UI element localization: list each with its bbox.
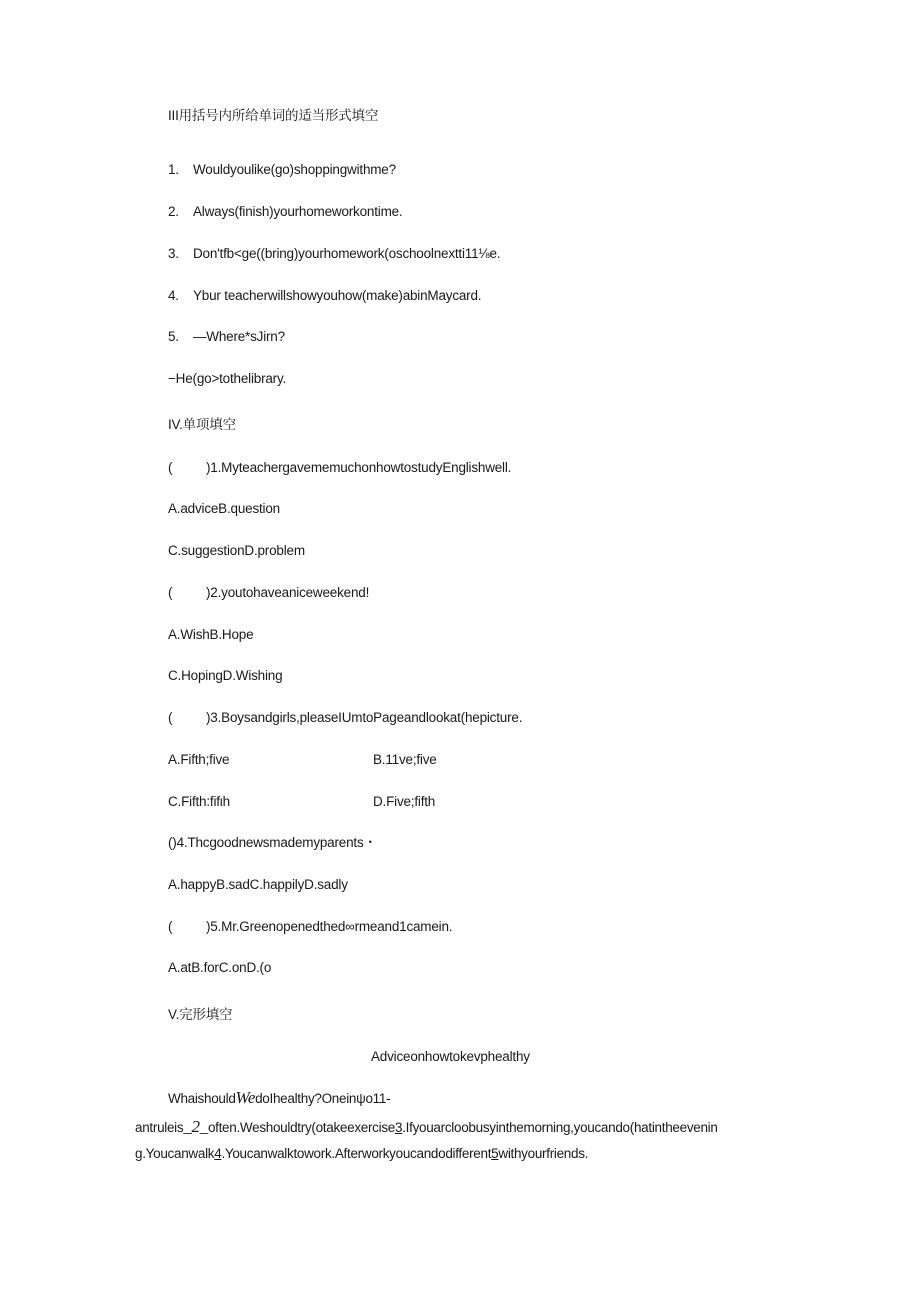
mc-options: A.adviceB.question (168, 501, 280, 516)
passage-title: Adviceonhowtokevphealthy (371, 1049, 530, 1064)
mc-options: A.happyB.sadC.happilyD.sadly (168, 877, 348, 892)
mc-option-d: D.Five;fifth (373, 794, 436, 809)
passage-line (168, 1089, 390, 1108)
question-number: 2. (168, 204, 179, 219)
mc-options: C.HopingD.Wishing (168, 668, 283, 683)
passage-line (135, 1118, 718, 1137)
passage-text: Whaishould (168, 1091, 236, 1106)
mc-question-5 (168, 918, 452, 936)
section-iv-heading: IV.单项填空 (168, 417, 236, 432)
blank-5: 5 (491, 1146, 499, 1161)
passage-text: antruleis (135, 1120, 184, 1135)
question-number: 3. (168, 246, 179, 261)
question-text: Always(finish)yourhomeworkontime. (193, 204, 403, 219)
mc-option-b: B.11ve;five (373, 752, 437, 767)
mc-question-2 (168, 584, 369, 602)
section-v-heading: V.完形填空 (168, 1007, 233, 1022)
passage-text: .Youcanwalktowork.Afterworkyoucandodifferent (221, 1146, 492, 1161)
mc-question-text: )3.Boysandgirls,pleaseIUmtoPageandlookat(hepicture. (206, 710, 523, 725)
passage-text: g.Youcanwalk (135, 1146, 215, 1161)
passage-text: often.Weshouldtry(otakeexercise (207, 1120, 395, 1135)
blank-4: 4 (214, 1146, 222, 1161)
mc-option-c: C.Fifth:fifιh (168, 794, 230, 809)
mc-options: A.atB.forC.onD.(o (168, 960, 272, 975)
section-iii-heading: III用括号内所给单词的适当形式填空 (168, 108, 379, 123)
mc-question-1 (168, 459, 511, 477)
question-number: 5. (168, 329, 179, 344)
answer-bracket: ( (168, 710, 173, 725)
question-item (168, 328, 285, 346)
mc-question-3 (168, 709, 522, 727)
passage-line (135, 1145, 588, 1163)
blank-2: _2_ (183, 1117, 208, 1136)
mc-options: A.WishB.Hope (168, 627, 254, 642)
question-number: 4. (168, 288, 179, 303)
answer-bracket: ( (168, 460, 173, 475)
mc-question-text: )2.youtohaveaniceweekend! (206, 585, 370, 600)
mc-question-text: )1.MyteachergavememuchonhowtostudyEnglishwell. (206, 460, 512, 475)
passage-text-italic: We (235, 1088, 256, 1107)
mc-question-text: )5.Mr.Greenopenedthed∞rmeand1camein. (206, 919, 453, 934)
passage-text: doIhealthy?Oneinψo11- (255, 1091, 391, 1106)
question-item (168, 161, 396, 179)
passage-text: withyourfriends. (498, 1146, 589, 1161)
question-item (168, 287, 481, 305)
question-number: 1. (168, 162, 179, 177)
question-text: —Where*sJirn? (193, 329, 285, 344)
blank-3: 3 (395, 1120, 403, 1135)
question-item (168, 203, 402, 221)
passage-text: .Ifyouarcloobusyinthemorning,youcando(hatintheevenin (402, 1120, 718, 1135)
question-text: Don'tfb<ge((bring)yourhomework(oschoolnextti11⅛e. (193, 246, 501, 261)
mc-options: C.suggestionD.problem (168, 543, 305, 558)
question-text: Wouldyoulike(go)shoppingwithme? (193, 162, 396, 177)
answer-line: −He(go>tothelibrary. (168, 371, 287, 386)
answer-bracket: ( (168, 585, 173, 600)
mc-question-4: ()4.Thcgoodnewsmademyparents・ (168, 835, 377, 850)
answer-bracket: ( (168, 919, 173, 934)
question-item (168, 245, 500, 263)
mc-option-a: A.Fifth;five (168, 752, 230, 767)
question-text: Ybur teacherwillshowyouhow(make)abinMaycard. (193, 288, 482, 303)
